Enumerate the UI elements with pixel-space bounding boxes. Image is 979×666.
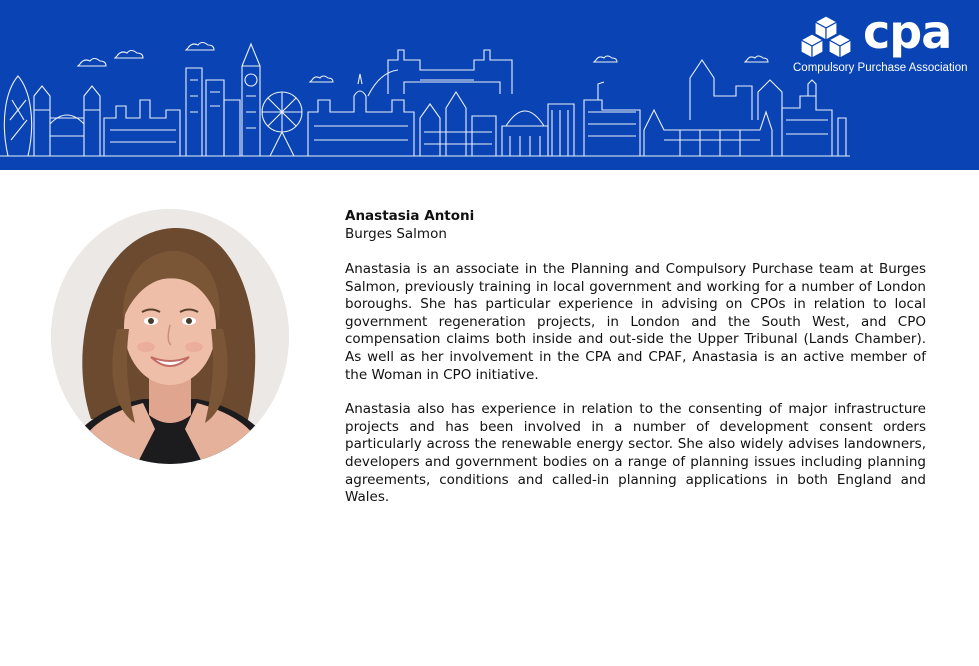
person-name: Anastasia Antoni — [345, 208, 475, 224]
bio-paragraph-2: Anastasia also has experience in relation to the consenting of major infrastructure projects and has been involved in a number of development consent orders particularly across the renewable energy sector. She also widely advises landowners, developers and government bodies on a range of planning issues including planning agreements, conditions and called-in planning applications in both England and Wales. — [345, 401, 926, 506]
cubes-logo-icon — [793, 14, 859, 62]
header-banner — [0, 0, 979, 170]
brand-wordmark: cpa — [863, 5, 952, 59]
bio-paragraph-1: Anastasia is an associate in the Planning and Compulsory Purchase team at Burges Salmon, previously training in local government and working for a number of London boroughs. She has particular experience in advising on CPOs in relation to local government regeneration projects, in London and the South West, and CPO compensation claims both inside and out-side the Upper Tribunal (Lands Chamber). As well as her involvement in the CPA and CPAF, Anastasia is an active member of the Woman in CPO initiative. — [345, 261, 926, 383]
cpa-logo — [793, 5, 973, 82]
brand-tagline: Compulsory Purchase Association — [793, 62, 968, 74]
portrait-illustration — [51, 209, 289, 464]
profile-photo — [51, 209, 289, 464]
profile-bio — [345, 207, 926, 524]
person-organisation: Burges Salmon — [345, 226, 447, 242]
london-skyline-illustration — [0, 0, 860, 170]
